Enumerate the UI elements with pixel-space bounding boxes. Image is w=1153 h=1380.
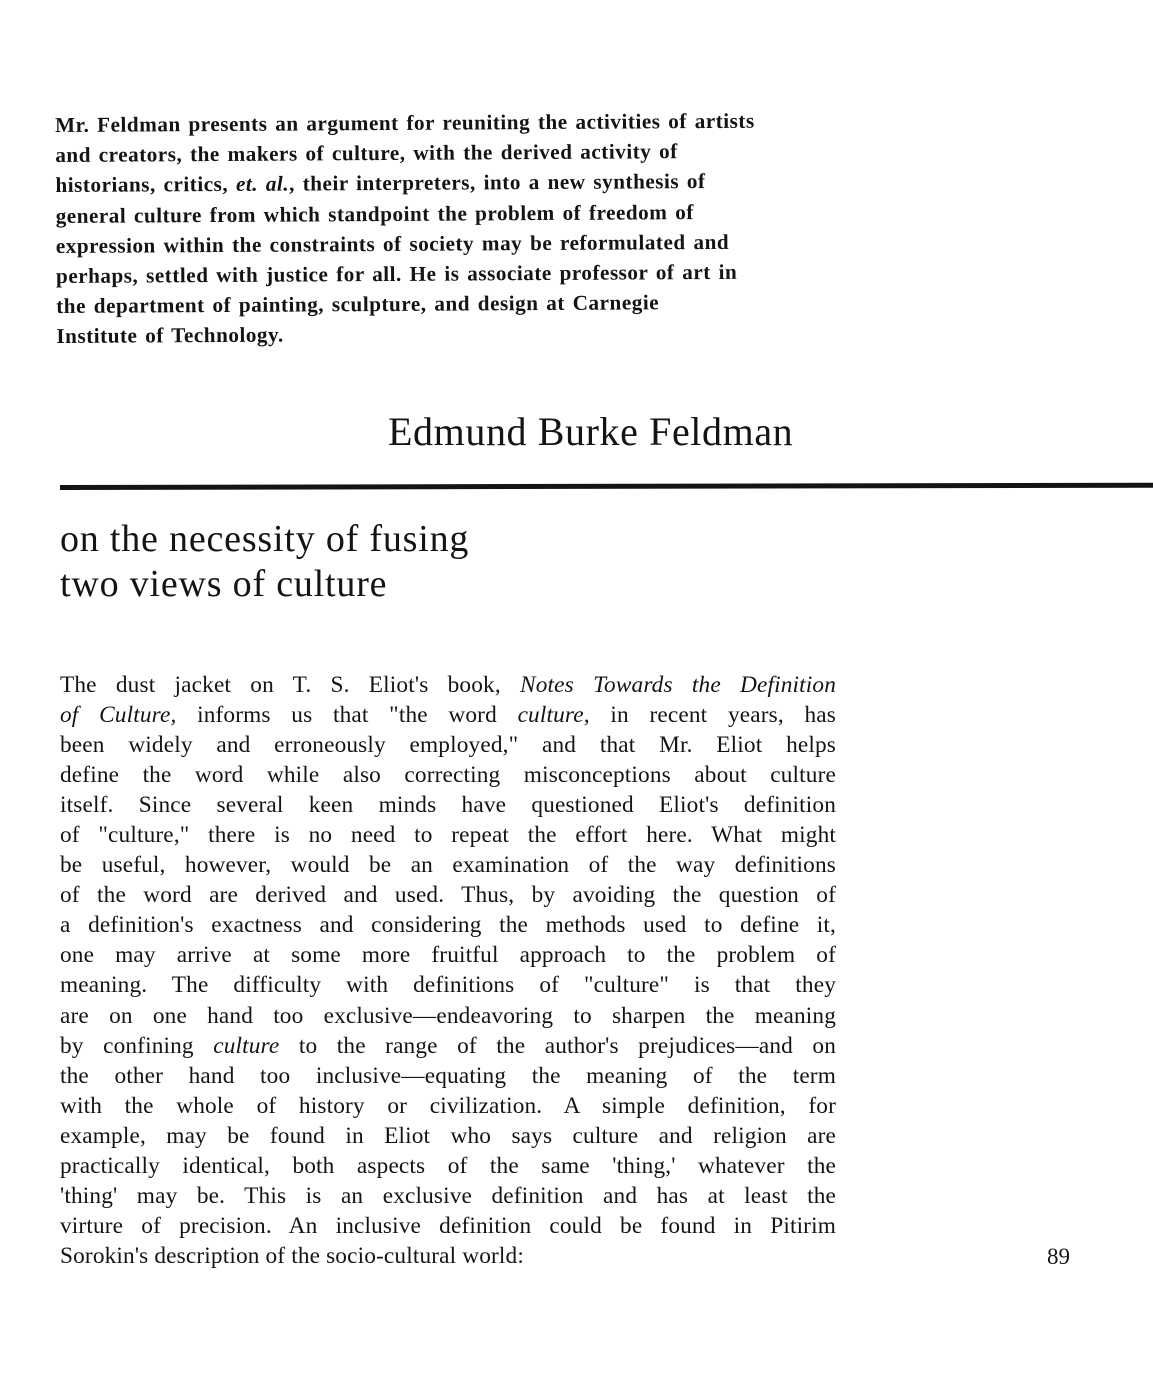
body-line: been widely and erroneously employed," and that Mr. Eliot helps: [60, 732, 836, 759]
body-text: by confining: [60, 1032, 214, 1059]
abstract-line: Institute of Technology.: [56, 323, 284, 349]
body-line: virture of precision. An inclusive definition could be found in Pitirim: [60, 1212, 836, 1239]
emphasis-italic: culture: [213, 1032, 280, 1059]
body-line: itself. Since several keen minds have questioned Eliot's definition: [60, 792, 836, 819]
body-line: of "culture," there is no need to repeat the effort here. What might: [60, 822, 836, 849]
title-line-1: on the necessity of fusing: [60, 518, 470, 560]
body-line: example, may be found in Eliot who says culture and religion are: [60, 1122, 836, 1149]
abstract-line: the department of painting, sculpture, and design at Carnegie: [56, 290, 660, 319]
abstract: [55, 105, 846, 351]
book-title-italic: of Culture,: [60, 702, 177, 729]
body-line: define the word while also correcting misconceptions about culture: [60, 762, 836, 789]
title-line-2: two views of culture: [60, 563, 388, 605]
abstract-italic-text: et. al.: [235, 171, 290, 197]
body-line: meaning. The difficulty with definitions of "culture" is that they: [60, 972, 836, 999]
body-line: a definition's exactness and considering the methods used to define it,: [60, 912, 836, 939]
body-line: with the whole of history or civilization. A simple definition, for: [60, 1092, 836, 1119]
abstract-text: historians, critics,: [55, 172, 236, 198]
abstract-line: Mr. Feldman presents an argument for reuniting the activities of artists: [55, 108, 755, 137]
body-line: [60, 670, 836, 700]
page-number: 89: [1047, 1244, 1070, 1269]
body-line: 'thing' may be. This is an exclusive definition and has at least the: [60, 1182, 836, 1209]
body-line: [60, 700, 836, 730]
body-text: informs us that "the word: [176, 702, 518, 729]
body-text: in recent years, has: [589, 702, 836, 729]
heading-rule: [60, 483, 1153, 490]
body-text: The dust jacket on T. S. Eliot's book,: [60, 672, 521, 698]
body-line: [60, 1031, 836, 1061]
abstract-line: [55, 166, 845, 201]
body-line: Sorokin's description of the socio-cultural world:: [60, 1242, 524, 1269]
body-paragraph: [60, 670, 836, 1271]
body-line: the other hand too inclusive—equating the meaning of the term: [60, 1062, 836, 1089]
body-line: practically identical, both aspects of the same 'thing,' whatever the: [60, 1152, 836, 1179]
abstract-line: expression within the constraints of society may be reformulated and: [55, 229, 730, 258]
abstract-line: perhaps, settled with justice for all. He is associate professor of art in: [55, 259, 738, 289]
body-line: are on one hand too exclusive—endeavoring to sharpen the meaning: [60, 1002, 836, 1029]
body-line: one may arrive at some more fruitful approach to the problem of: [60, 942, 836, 969]
abstract-text: , their interpreters, into a new synthesis of: [289, 169, 706, 196]
book-title-italic: Notes Towards the Definition: [520, 672, 837, 698]
abstract-line: and creators, the makers of culture, with the derived activity of: [55, 139, 678, 168]
article-title: [60, 517, 469, 607]
abstract-line: general culture from which standpoint the problem of freedom of: [55, 199, 694, 228]
body-text: to the range of the author's prejudices—and on: [279, 1032, 837, 1059]
emphasis-italic: culture,: [517, 702, 590, 729]
author-name: Edmund Burke Feldman: [388, 409, 794, 454]
body-line: of the word are derived and used. Thus, by avoiding the question of: [60, 882, 836, 909]
body-line: be useful, however, would be an examination of the way definitions: [60, 852, 836, 879]
